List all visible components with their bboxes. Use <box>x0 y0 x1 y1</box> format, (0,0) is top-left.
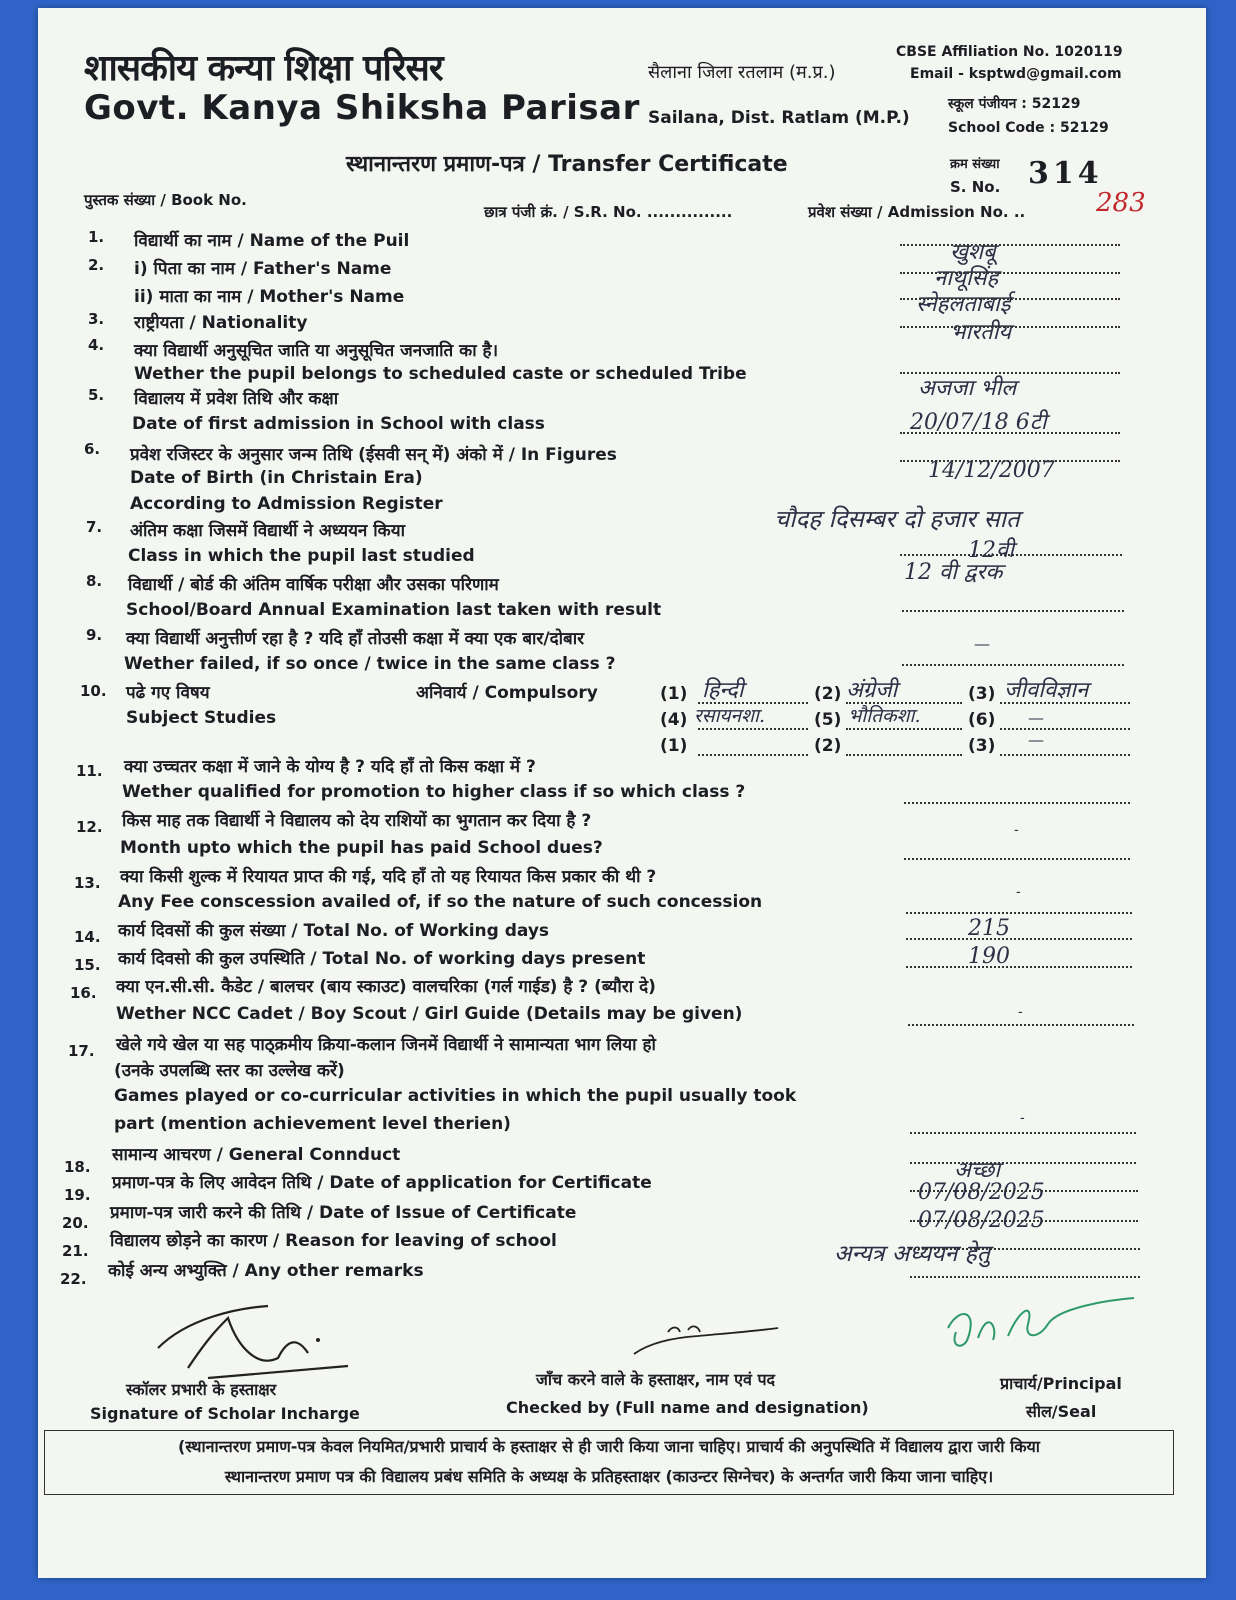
seal-label: सील/Seal <box>1026 1402 1097 1421</box>
field-label: (उनके उपलब्धि स्तर का उल्लेख करें) <box>114 1061 345 1081</box>
field-value-caste: अजजा भील <box>918 376 1017 401</box>
dotted-line <box>900 298 1120 300</box>
checker-signature-label-hindi: जाँच करने वाले के हस्ताक्षर, नाम एवं पद <box>536 1370 776 1389</box>
field-value-application-date: 07/08/2025 <box>918 1180 1045 1205</box>
school-email: Email - ksptwd@gmail.com <box>910 66 1122 82</box>
field-number: 16. <box>70 984 97 1002</box>
field-label: i) पिता का नाम / Father's Name <box>134 259 392 279</box>
field-value-failed: — <box>974 634 990 653</box>
field-label: अंतिम कक्षा जिसमें विद्यार्थी ने अध्ययन किया <box>130 521 406 541</box>
dotted-line <box>846 728 962 730</box>
field-value-concession: - <box>1016 884 1021 900</box>
field-label: कोई अन्य अभ्युक्ति / Any other remarks <box>108 1261 424 1281</box>
field-label: कार्य दिवसों की कुल संख्या / Total No. of Working days <box>118 921 550 941</box>
field-label: Any Fee conscession availed of, if so the nature of such concession <box>118 892 763 912</box>
dotted-line <box>900 460 1120 462</box>
field-value-days-present: 190 <box>968 944 1010 969</box>
field-number: 7. <box>86 518 103 536</box>
subject-value: हिन्दी <box>702 678 744 703</box>
school-registration: स्कूल पंजीयन : 52129 <box>948 96 1081 112</box>
subject-number: (4) <box>660 710 688 730</box>
field-label: School/Board Annual Examination last taken with result <box>126 600 662 620</box>
field-number: 5. <box>88 386 105 404</box>
field-label: Class in which the pupil last studied <box>128 546 475 566</box>
field-number: 19. <box>64 1186 91 1204</box>
dotted-line <box>698 702 808 704</box>
field-number: 14. <box>74 928 101 946</box>
dotted-line <box>910 1248 1140 1250</box>
dotted-line <box>906 912 1132 914</box>
field-label: किस माह तक विद्यार्थी ने विद्यालय को देय राशियों का भुगतान कर दिया है ? <box>122 811 592 831</box>
dotted-line <box>900 244 1120 246</box>
issuance-note-box <box>44 1430 1174 1495</box>
field-value-conduct: अच्छा <box>954 1158 1001 1183</box>
subject-number: (5) <box>814 710 842 730</box>
field-label: राष्ट्रीयता / Nationality <box>134 313 308 333</box>
dotted-line <box>902 610 1124 612</box>
school-place-hindi: सैलाना जिला रतलाम (म.प्र.) <box>648 62 836 83</box>
subjects-compulsory-label: अनिवार्य / Compulsory <box>416 683 598 703</box>
field-label: विद्यार्थी / बोर्ड की अंतिम वार्षिक परीक्षा और उसका परिणाम <box>128 575 499 595</box>
dotted-line <box>910 1190 1138 1192</box>
school-place-english: Sailana, Dist. Ratlam (M.P.) <box>648 108 910 128</box>
subject-number: (1) <box>660 736 688 756</box>
field-value-mother: स्नेहलताबाई <box>916 292 1011 317</box>
field-label: क्या विद्यार्थी अनुत्तीर्ण रहा है ? यदि हाँ तोउसी कक्षा में क्या एक बार/दोबार <box>126 629 585 649</box>
subjects-label-english: Subject Studies <box>126 708 277 728</box>
field-value-admission-date: 20/07/18 6टी <box>910 410 1047 435</box>
dotted-line <box>900 372 1120 374</box>
field-number: 13. <box>74 874 101 892</box>
field-label: part (mention achievement level therien) <box>114 1114 511 1134</box>
field-label: क्या उच्चतर कक्षा में जाने के योग्य है ? यदि हाँ तो किस कक्षा में ? <box>124 757 536 777</box>
subjects-label-hindi: पढे गए विषय <box>126 683 210 703</box>
certificate-sheet <box>38 8 1206 1578</box>
field-value-exam-result: 12 वी द्वरक <box>904 560 1003 585</box>
principal-label: प्राचार्य/Principal <box>1000 1374 1122 1393</box>
dotted-line <box>1000 702 1130 704</box>
field-label: विद्यालय में प्रवेश तिथि और कक्षा <box>134 389 339 409</box>
dotted-line <box>846 754 962 756</box>
field-label: Wether NCC Cadet / Boy Scout / Girl Guide (Details may be given) <box>116 1004 743 1024</box>
subject-value: अंग्रेजी <box>846 678 898 703</box>
field-number: 15. <box>74 956 101 974</box>
field-number: 4. <box>88 336 105 354</box>
dotted-line <box>902 664 1124 666</box>
field-label: ii) माता का नाम / Mother's Name <box>134 287 405 307</box>
subject-number: (1) <box>660 684 688 704</box>
checker-signature-mark <box>628 1314 788 1364</box>
dotted-line <box>906 966 1132 968</box>
scholar-signature-mark <box>148 1298 368 1388</box>
field-value-ncc: - <box>1018 1004 1023 1020</box>
field-number: 3. <box>88 310 105 328</box>
dotted-line <box>900 272 1120 274</box>
issuance-note-line: (स्थानान्तरण प्रमाण-पत्र केवल नियमित/प्रभारी प्राचार्य के हस्ताक्षर से ही जारी किया जाना चाहिए। प्राचार्य की अनुपस्थिति में विद्यालय द्वारा जारी किया <box>178 1437 1040 1456</box>
field-number: 2. <box>88 256 105 274</box>
field-label: Wether the pupil belongs to scheduled caste or scheduled Tribe <box>134 364 747 384</box>
dotted-line <box>904 858 1130 860</box>
field-value-name: खुशबू <box>950 240 996 265</box>
field-value-dob-words: चौदह दिसम्बर दो हजार सात <box>774 505 1020 533</box>
field-label: Wether failed, if so once / twice in the same class ? <box>124 654 616 674</box>
field-label: Wether qualified for promotion to higher class if so which class ? <box>122 782 746 802</box>
scholar-signature-label-english: Signature of Scholar Incharge <box>90 1404 360 1423</box>
field-number: 9. <box>86 626 103 644</box>
field-value-leaving-reason: अन्यत्र अध्ययन हेतु <box>834 1241 991 1267</box>
field-value-nationality: भारतीय <box>950 320 1012 345</box>
principal-signature-mark <box>938 1288 1138 1358</box>
field-number: 20. <box>62 1214 89 1232</box>
field-value-father: नाथूसिंह <box>934 266 999 291</box>
field-label: Date of first admission in School with class <box>132 414 545 434</box>
subject-value: — <box>1028 708 1044 727</box>
dotted-line <box>900 432 1120 434</box>
field-label: According to Admission Register <box>130 494 443 514</box>
field-label: क्या विद्यार्थी अनुसूचित जाति या अनुसूचित जनजाति का है। <box>134 341 499 361</box>
subject-number: (3) <box>968 736 996 756</box>
dotted-line <box>904 802 1130 804</box>
field-label: प्रमाण-पत्र के लिए आवेदन तिथि / Date of application for Certificate <box>112 1173 652 1193</box>
subject-number: (6) <box>968 710 996 730</box>
subject-value: जीवविज्ञान <box>1004 678 1089 703</box>
certificate-title: स्थानान्तरण प्रमाण-पत्र / Transfer Certificate <box>346 152 788 177</box>
dotted-line <box>698 728 808 730</box>
issuance-note-line: स्थानान्तरण प्रमाण पत्र की विद्यालय प्रबंध समिति के अध्यक्ष के प्रतिहस्ताक्षर (काउन्टर सिग्नेचर) के अन्तर्गत जारी किया जाना चाहिए। <box>224 1467 994 1486</box>
admission-number-value: 283 <box>1096 188 1146 218</box>
field-number: 18. <box>64 1158 91 1176</box>
field-number: 1. <box>88 228 105 246</box>
field-label: प्रवेश रजिस्टर के अनुसार जन्म तिथि (ईसवी सन् में) अंको में / In Figures <box>130 445 617 465</box>
checker-signature-label-english: Checked by (Full name and designation) <box>506 1398 869 1417</box>
subject-value: भौतिकशा. <box>848 705 921 727</box>
cbse-affiliation: CBSE Affiliation No. 1020119 <box>896 44 1123 60</box>
field-label: प्रमाण-पत्र जारी करने की तिथि / Date of Issue of Certificate <box>110 1203 577 1223</box>
field-number: 10. <box>80 682 107 700</box>
subject-number: (2) <box>814 736 842 756</box>
field-label: Month upto which the pupil has paid School dues? <box>120 838 603 858</box>
field-number: 22. <box>60 1270 87 1288</box>
field-value-activities: - <box>1020 1110 1025 1126</box>
subject-value: रसायनशा. <box>694 705 765 727</box>
field-number: 12. <box>76 818 103 836</box>
school-code: School Code : 52129 <box>948 120 1109 136</box>
serial-label-hindi: क्रम संख्या <box>950 157 1000 172</box>
dotted-line <box>698 754 808 756</box>
field-number: 6. <box>84 440 101 458</box>
subject-number: (3) <box>968 684 996 704</box>
subject-number: (2) <box>814 684 842 704</box>
field-label: क्या एन.सी.सी. कैडेट / बालचर (बाय स्काउट) वालचरिका (गर्ल गाईड) है ? (ब्यौरा दे) <box>116 977 656 997</box>
field-label: Games played or co-curricular activities in which the pupil usually took <box>114 1086 797 1106</box>
dotted-line <box>910 1162 1136 1164</box>
field-label: विद्यार्थी का नाम / Name of the Puil <box>134 231 410 251</box>
dotted-line <box>910 1276 1140 1278</box>
field-label: कार्य दिवसो की कुल उपस्थिति / Total No. of working days present <box>118 949 646 969</box>
field-number: 11. <box>76 762 103 780</box>
field-label: Date of Birth (in Christain Era) <box>130 468 423 488</box>
field-value-dues: - <box>1014 822 1019 838</box>
field-value-issue-date: 07/08/2025 <box>918 1208 1045 1233</box>
field-label: क्या किसी शुल्क में रियायत प्राप्त की गई, यदि हाँ तो यह रियायत किस प्रकार की थी ? <box>120 867 657 887</box>
book-number-label: पुस्तक संख्या / Book No. <box>84 191 247 209</box>
field-value-working-days: 215 <box>968 916 1010 941</box>
dotted-line <box>910 1220 1138 1222</box>
sr-number-label: छात्र पंजी क्रं. / S.R. No. ............... <box>484 203 733 221</box>
field-number: 8. <box>86 572 103 590</box>
scholar-signature-label-hindi: स्कॉलर प्रभारी के हस्ताक्षर <box>126 1380 277 1399</box>
school-title-english: Govt. Kanya Shiksha Parisar <box>84 88 640 128</box>
dotted-line <box>1000 728 1130 730</box>
dotted-line <box>1000 754 1130 756</box>
field-number: 21. <box>62 1242 89 1260</box>
subject-value: — <box>1028 730 1044 749</box>
field-value-last-class: 12वी <box>968 538 1014 563</box>
dotted-line <box>846 702 962 704</box>
dotted-line <box>900 326 1120 328</box>
dotted-line <box>908 1024 1134 1026</box>
field-label: खेले गये खेल या सह पाठ्क्रमीय क्रिया-कलान जिनमें विद्यार्थी ने सामान्यता भाग लिया हो <box>116 1035 656 1055</box>
admission-number-label: प्रवेश संख्या / Admission No. .. <box>808 203 1026 221</box>
field-number: 17. <box>68 1042 95 1060</box>
serial-label-english: S. No. <box>950 178 1001 196</box>
dotted-line <box>910 1132 1136 1134</box>
field-label: सामान्य आचरण / General Connduct <box>112 1145 401 1165</box>
field-label: विद्यालय छोड़ने का कारण / Reason for leaving of school <box>110 1231 557 1251</box>
field-value-dob-figures: 14/12/2007 <box>928 458 1055 483</box>
serial-number: 314 <box>1028 156 1103 191</box>
dotted-line <box>906 938 1132 940</box>
school-title-hindi: शासकीय कन्या शिक्षा परिसर <box>84 48 443 89</box>
